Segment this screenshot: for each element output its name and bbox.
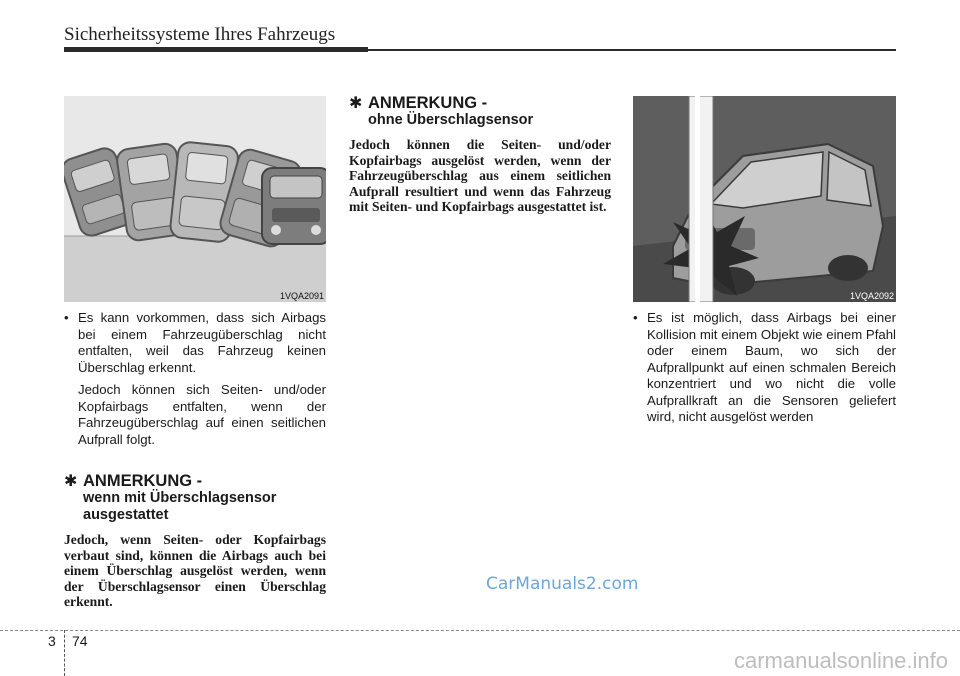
bullet-dot-icon: • [633,310,638,325]
note-no-rollover-sensor [349,94,611,215]
note-body: Jedoch können die Seiten- und/oder Kopfairbags ausgelöst werden, wenn der Fahrzeugüberschlag aus einem seitlichen Aufprall resultiert und wenn das Fahrzeug mit Seiten- und Kopfairbags ausgestattet ist. [349,137,611,214]
chapter-number: 3 [48,633,56,649]
left-bullet-block [64,310,326,448]
note-subtitle: ohne Überschlagsensor [368,112,534,128]
bullet-continuation: Jedoch können sich Seiten- und/oder Kopfairbags entfalten, wenn der Fahrzeugüberschlag auf einen seitlichen Aufprall folgt. [78,382,326,447]
note-star-icon: ✱ [64,471,78,490]
note-title: ANMERKUNG - [368,94,488,112]
page-number-divider [64,630,65,676]
right-bullet-block [633,310,896,426]
page-header-title: Sicherheitssysteme Ihres Fahrzeugs [64,24,336,45]
bullet-text: Es kann vorkommen, dass sich Airbags bei einem Fahrzeugüberschlag nicht entfalten, weil das Fahrzeug keinen Überschlag erkennt. [78,310,326,375]
note-subtitle-line2: ausgestattet [83,507,169,523]
pole-impact-car-illustration-icon [633,96,896,302]
rollover-car-illustration-icon [64,96,326,302]
figure-code: 1VQA2092 [849,291,894,301]
watermark-link[interactable]: CarManuals2.com [486,574,639,594]
bullet-text: Es ist möglich, dass Airbags bei einer Kollision mit einem Objekt wie einem Pfahl oder einem Baum, wo sich der Aufprallpunkt auf einen schmalen Bereich konzentriert und wo nicht die volle Aufprallkraft an die Sensoren geliefert wird, nicht ausgelöst werden [647,310,896,424]
note-star-icon: ✱ [349,93,363,112]
footer-brand-link[interactable]: carmanualsonline.info [733,648,948,673]
header-rule-thick [64,47,368,52]
note-rollover-sensor [64,472,326,610]
note-body: Jedoch, wenn Seiten- oder Kopfairbags verbaut sind, können die Airbags auch bei einem Überschlag ausgelöst werden, wenn der Überschlagsensor einen Überschlag erkennt. [64,532,326,609]
rollover-figure [64,96,326,302]
note-title: ANMERKUNG - [83,472,203,490]
figure-code: 1VQA2091 [279,291,324,301]
pole-impact-figure [633,96,896,302]
header-rule-thin [368,49,896,51]
note-subtitle-line1: wenn mit Überschlagsensor [83,490,277,506]
bullet-dot-icon: • [64,310,69,325]
footer-dashed-rule [0,630,960,631]
page-number: 74 [72,633,88,649]
